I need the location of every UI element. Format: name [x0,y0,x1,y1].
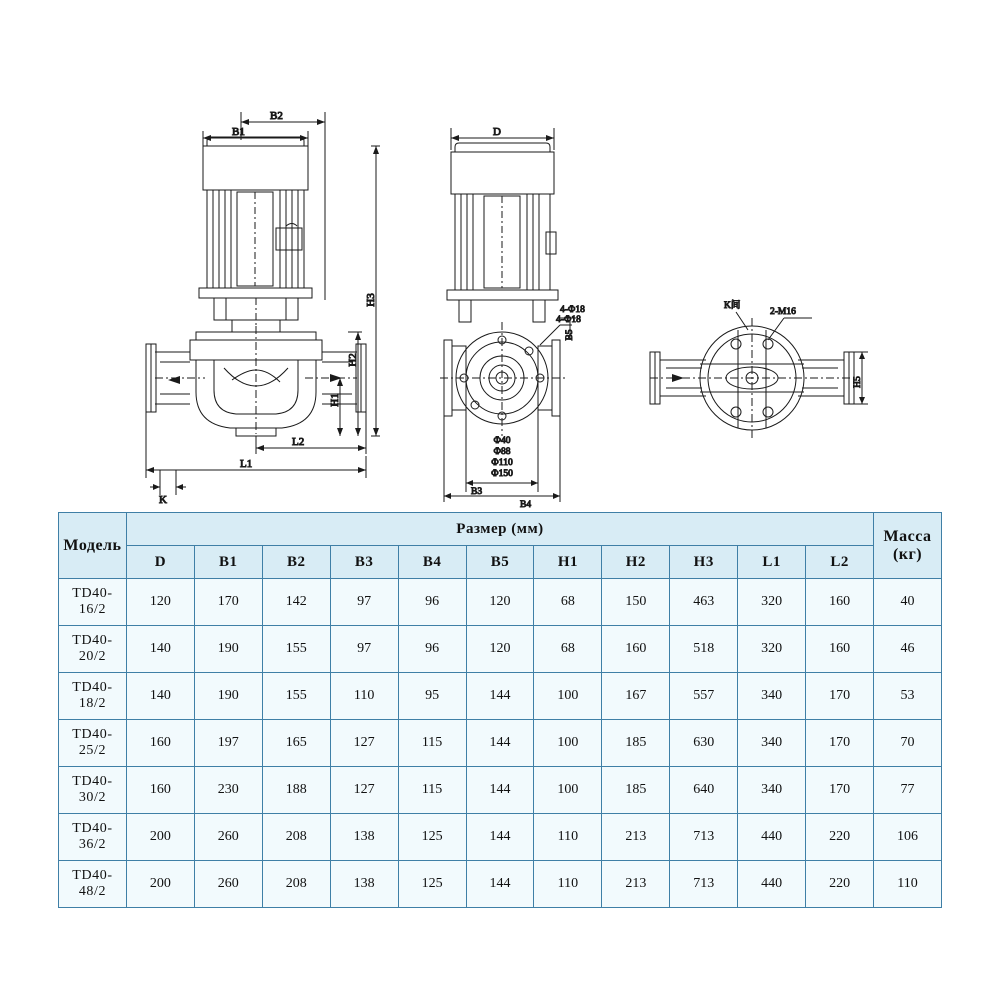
cell-l1: 320 [738,579,806,626]
front-view [146,110,380,506]
specification-table [58,512,942,908]
side-view [440,126,585,510]
cell-h1: 110 [534,861,602,908]
cell-b2: 165 [262,720,330,767]
header-col-l1: L1 [738,546,806,579]
cell-h3: 630 [670,720,738,767]
cell-d: 200 [126,861,194,908]
cell-model: TD40-20/2 [59,626,127,673]
cell-h3: 463 [670,579,738,626]
cell-b2: 188 [262,767,330,814]
cell-mass: 53 [874,673,942,720]
cell-l2: 160 [806,579,874,626]
table-row [59,626,942,673]
cell-d: 120 [126,579,194,626]
dim-b2: B2 [270,110,283,122]
cell-b4: 95 [398,673,466,720]
header-col-d: D [126,546,194,579]
cell-b3: 127 [330,720,398,767]
cell-b1: 170 [194,579,262,626]
cell-b2: 208 [262,814,330,861]
table-row [59,861,942,908]
cell-h2: 213 [602,861,670,908]
cell-h2: 213 [602,814,670,861]
cell-model: TD40-18/2 [59,673,127,720]
header-size-group: Размер (мм) [126,513,873,546]
cell-mass: 106 [874,814,942,861]
cell-mass: 77 [874,767,942,814]
cell-l2: 170 [806,673,874,720]
cell-b2: 155 [262,626,330,673]
header-mass-line2: (кг) [892,545,923,563]
cell-l2: 160 [806,626,874,673]
cell-b1: 230 [194,767,262,814]
cell-h2: 185 [602,767,670,814]
cell-h3: 640 [670,767,738,814]
cell-mass: 110 [874,861,942,908]
cell-b2: 155 [262,673,330,720]
callout-bolt-holes: 4-Ф18 [556,315,581,325]
header-col-b4: B4 [398,546,466,579]
cell-b2: 208 [262,861,330,908]
cell-mass: 70 [874,720,942,767]
dim-k: K [159,494,167,506]
top-view [650,299,868,438]
cell-model: TD40-36/2 [59,814,127,861]
header-col-l2: L2 [806,546,874,579]
cell-b5: 120 [466,626,534,673]
cell-h2: 167 [602,673,670,720]
cell-l2: 220 [806,814,874,861]
cell-b5: 144 [466,767,534,814]
dim-h5: H5 [853,376,863,388]
cell-h1: 68 [534,579,602,626]
cell-b3: 138 [330,861,398,908]
dim-b1: B1 [232,126,245,138]
header-model: Модель [59,513,127,579]
cell-b3: 97 [330,626,398,673]
cell-h2: 150 [602,579,670,626]
cell-model: TD40-16/2 [59,579,127,626]
table-row [59,673,942,720]
cell-b4: 96 [398,626,466,673]
table-row [59,720,942,767]
header-col-b3: B3 [330,546,398,579]
cell-l1: 340 [738,673,806,720]
cell-b4: 125 [398,814,466,861]
table-header-row-1 [59,513,942,546]
dim-h3: H3 [365,293,377,307]
cell-b4: 115 [398,720,466,767]
cell-b1: 190 [194,626,262,673]
cell-l2: 170 [806,767,874,814]
table-row [59,767,942,814]
dim-b3: B3 [471,487,483,497]
dim-h1: H1 [329,393,341,407]
cell-model: TD40-25/2 [59,720,127,767]
cell-b1: 190 [194,673,262,720]
callout-k-jian: K间 [724,301,741,311]
cell-b2: 142 [262,579,330,626]
table-row [59,579,942,626]
callout-dia150: Ф150 [491,469,513,479]
dim-l2: L2 [292,436,305,448]
cell-d: 200 [126,814,194,861]
cell-l1: 440 [738,814,806,861]
cell-h2: 160 [602,626,670,673]
cell-b5: 144 [466,673,534,720]
cell-d: 160 [126,767,194,814]
header-col-h1: H1 [534,546,602,579]
cell-b1: 197 [194,720,262,767]
cell-b5: 144 [466,814,534,861]
header-col-b2: B2 [262,546,330,579]
cell-mass: 40 [874,579,942,626]
dim-h2: H2 [347,353,359,367]
dim-b4: B4 [520,500,532,510]
cell-b5: 120 [466,579,534,626]
cell-l2: 170 [806,720,874,767]
callout-m16: 2-M16 [770,307,796,317]
header-col-h2: H2 [602,546,670,579]
cell-h1: 100 [534,767,602,814]
cell-l1: 340 [738,720,806,767]
table-header-row-2 [59,546,942,579]
header-col-h3: H3 [670,546,738,579]
cell-h3: 713 [670,861,738,908]
header-col-b1: B1 [194,546,262,579]
callout-dia110: Ф110 [491,458,513,468]
cell-b3: 110 [330,673,398,720]
cell-h3: 557 [670,673,738,720]
dim-l1: L1 [240,458,253,470]
callout-dia18: 4-Ф18 [560,305,585,315]
cell-b4: 125 [398,861,466,908]
header-mass-line1: Масса [883,527,932,545]
cell-l2: 220 [806,861,874,908]
cell-d: 140 [126,626,194,673]
cell-l1: 340 [738,767,806,814]
cell-l1: 440 [738,861,806,908]
cell-b3: 138 [330,814,398,861]
cell-mass: 46 [874,626,942,673]
header-col-b5: B5 [466,546,534,579]
cell-b5: 144 [466,861,534,908]
cell-h3: 518 [670,626,738,673]
dim-d: D [493,126,501,138]
cell-b4: 115 [398,767,466,814]
cell-d: 140 [126,673,194,720]
cell-b3: 97 [330,579,398,626]
cell-model: TD40-30/2 [59,767,127,814]
cell-h3: 713 [670,814,738,861]
dim-b5: B5 [565,329,575,341]
cell-b4: 96 [398,579,466,626]
cell-h1: 110 [534,814,602,861]
cell-d: 160 [126,720,194,767]
cell-h1: 100 [534,720,602,767]
callout-dia88: Ф88 [493,447,511,457]
cell-h1: 100 [534,673,602,720]
callout-dia40: Ф40 [493,436,511,446]
cell-l1: 320 [738,626,806,673]
cell-b3: 127 [330,767,398,814]
cell-b5: 144 [466,720,534,767]
header-mass-group [874,513,942,579]
table-row [59,814,942,861]
cell-b1: 260 [194,814,262,861]
cell-b1: 260 [194,861,262,908]
cell-h2: 185 [602,720,670,767]
cell-h1: 68 [534,626,602,673]
cell-model: TD40-48/2 [59,861,127,908]
